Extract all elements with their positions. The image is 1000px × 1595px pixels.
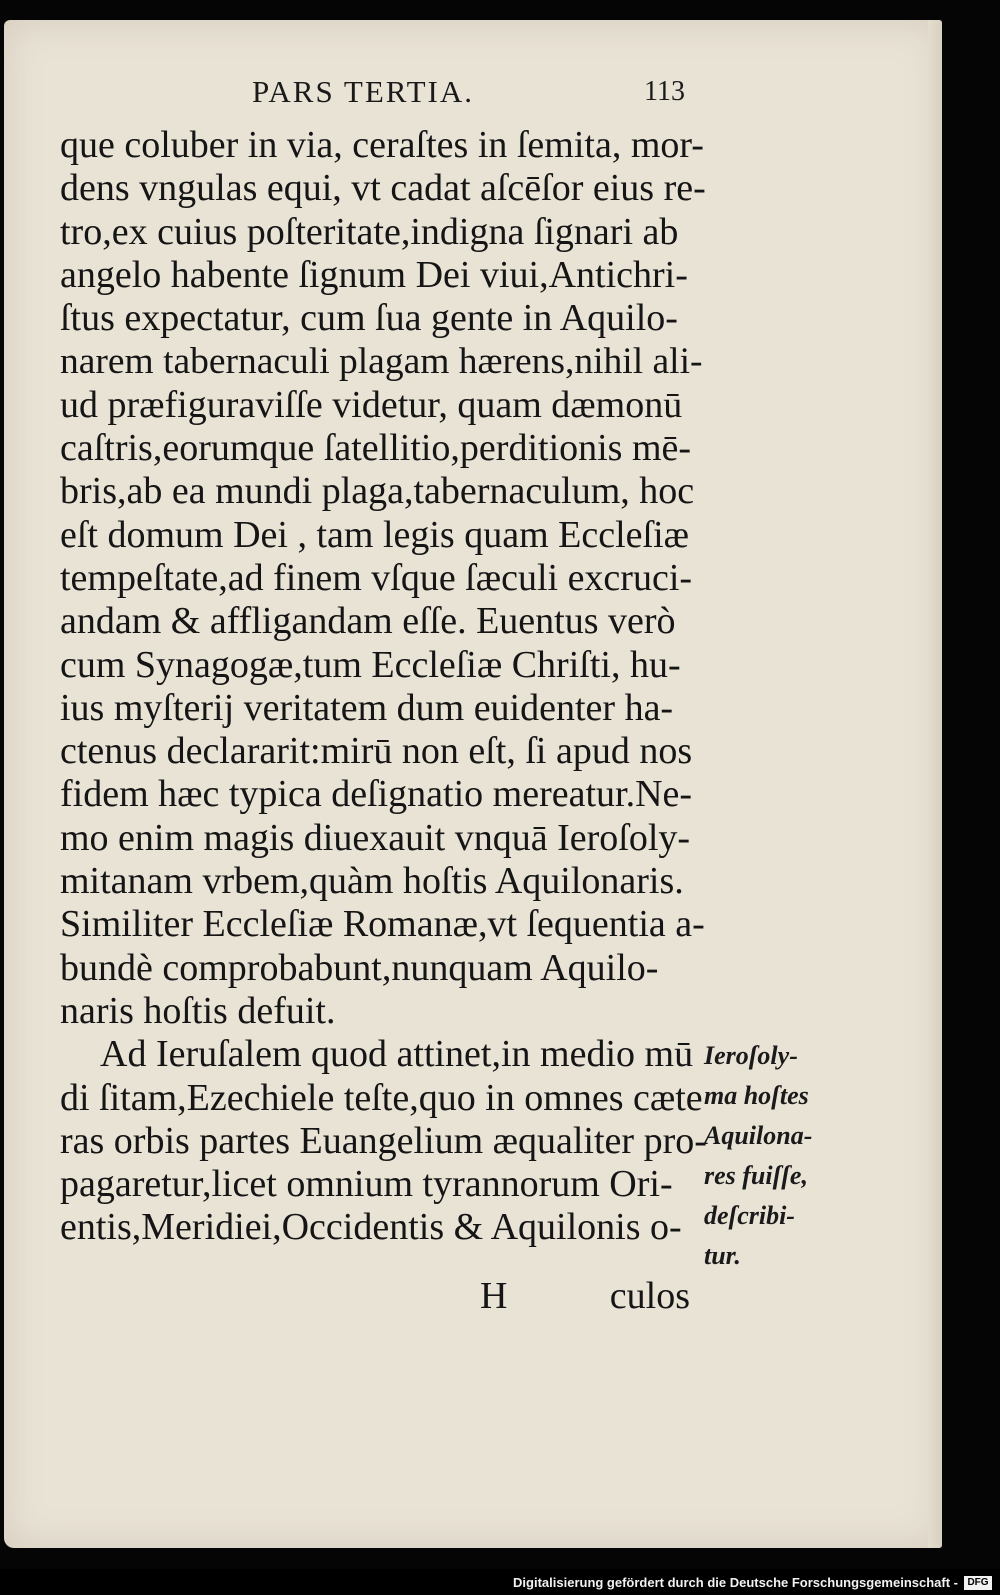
- text-line: mitanam vrbem,quàm hoſtis Aquilonaris.: [60, 860, 684, 903]
- text-line: mo enim magis diuexauit vnquā Ieroſoly-: [60, 816, 691, 859]
- running-head: PARS TERTIA.: [252, 74, 474, 109]
- text-line: andam & affligandam eſſe. Euentus verò: [60, 600, 676, 643]
- text-line: caſtris,eorumque ſatellitio,perditionis mē-: [60, 427, 692, 470]
- text-line: ius myſterij veritatem dum euidenter ha-: [60, 686, 674, 729]
- marginal-note-line: deſcribi-: [704, 1201, 795, 1230]
- text-line: ud præfiguraviſſe videtur, quam dæmonū: [60, 383, 683, 426]
- text-line: fidem hæc typica deſignatio mereatur.Ne-: [60, 773, 693, 816]
- text-line: Similiter Eccleſiæ Romanæ,vt ſequentia a-: [60, 903, 705, 946]
- signature-mark: H: [480, 1275, 508, 1317]
- text-line: tro,ex cuius poſteritate,indigna ſignari ab: [60, 210, 679, 253]
- text-line: entis,Meridiei,Occidentis & Aquilonis o-: [60, 1206, 682, 1249]
- text-line: angelo habente ſignum Dei viui,Antichri-: [60, 253, 688, 296]
- marginal-note-line: Aquilona-: [704, 1121, 813, 1150]
- funding-credit: Digitalisierung gefördert durch die Deutsche Forschungsgemeinschaft -: [513, 1575, 958, 1590]
- marginal-note-line: res fuiſſe,: [704, 1161, 808, 1190]
- text-line: bris,ab ea mundi plaga,tabernaculum, hoc: [60, 470, 695, 513]
- text-line: pagaretur,licet omnium tyrannorum Ori-: [60, 1163, 673, 1206]
- text-line: dens vngulas equi, vt cadat aſcēſor eius re-: [60, 167, 706, 210]
- text-line: eſt domum Dei , tam legis quam Eccleſiæ: [60, 513, 689, 556]
- footer-bar: [0, 1569, 1000, 1595]
- text-line: cum Synagogæ,tum Eccleſiæ Chriſti, hu-: [60, 643, 681, 686]
- marginal-note-line: ma hoſtes: [704, 1081, 809, 1110]
- text-line: di ſitam,Ezechiele teſte,quo in omnes cæte: [60, 1076, 703, 1119]
- text-line: ſtus expectatur, cum ſua gente in Aquilo-: [60, 297, 678, 340]
- text-line: narem tabernaculi plagam hærens,nihil ali-: [60, 341, 703, 383]
- text-line: ctenus declararit:mirū non eſt, ſi apud nos: [60, 730, 693, 773]
- page-edge: [928, 20, 942, 1548]
- catchword: culos: [609, 1275, 690, 1317]
- marginal-note-line: Ieroſoly-: [704, 1041, 798, 1070]
- page-number: 113: [644, 76, 685, 107]
- text-line: bundè comprobabunt,nunquam Aquilo-: [60, 946, 659, 989]
- text-line: que coluber in via, ceraſtes in ſemita, mor-: [60, 124, 704, 166]
- marginal-note: [704, 1036, 904, 1276]
- text-line: naris hoſtis defuit.: [60, 989, 336, 1032]
- main-text-block: [60, 124, 710, 1250]
- marginal-note-line: tur.: [704, 1241, 741, 1270]
- book-page: [4, 20, 942, 1548]
- catch-line: [60, 1274, 710, 1320]
- text-line: ras orbis partes Euangelium æqualiter pro-: [60, 1119, 707, 1162]
- paragraph-start-line: Ad Ieruſalem quod attinet,in medio mū: [100, 1033, 694, 1076]
- dfg-logo-icon: DFG: [964, 1576, 992, 1590]
- text-line: tempeſtate,ad finem vſque ſæculi excruci-: [60, 556, 693, 599]
